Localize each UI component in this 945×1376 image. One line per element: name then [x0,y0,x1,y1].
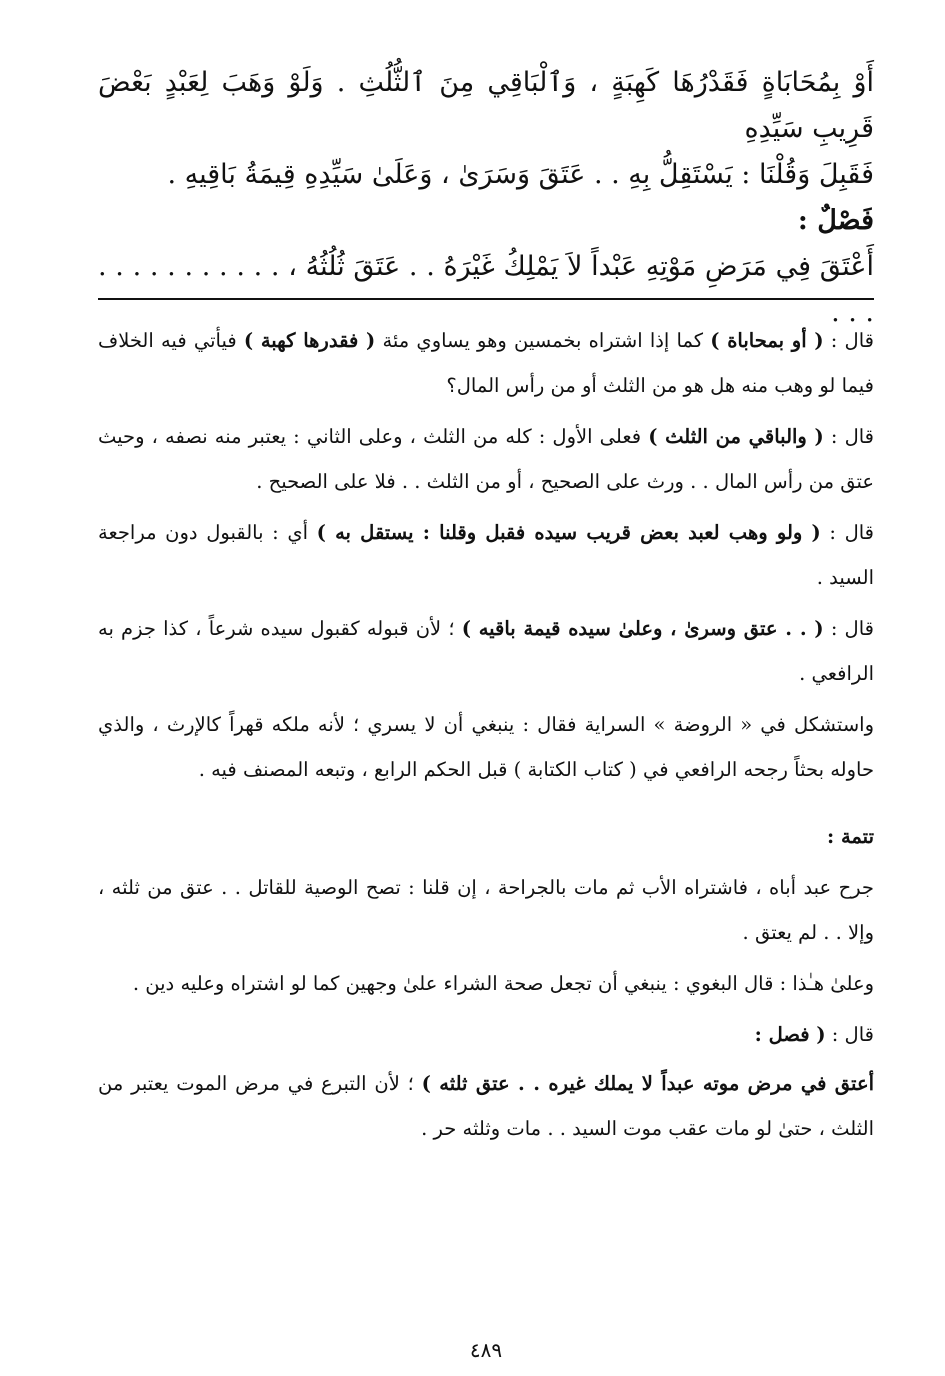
page-number: ٤٨٩ [469,1338,503,1362]
text: أي : بالقبول دون مراجعة السيد . [98,521,874,589]
section-heading: فَصْلٌ : [797,205,874,236]
quote: ( فصل : [754,1023,826,1046]
matn-line-2: فَقَبِلَ وَقُلْنَا : يَسْتَقِلُّ بِهِ . . عَتَقَ وَسَرَىٰ ، وَعَلَىٰ سَيِّدِهِ قِيمَةُ بَاقِيهِ . [167,159,874,190]
quote: ( فقدرها كهبة ) [243,329,376,352]
matn-line-1: أَوْ بِمُحَابَاةٍ فَقَدْرُهَا كَهِبَةٍ ، وَٱلْبَاقِي مِنَ ٱلثُّلُثِ . وَلَوْ وَهَبَ لِعَبْدٍ بَعْضَ قَرِيبِ سَيِّدِهِ [98,67,874,144]
commentary-paragraph: جرح عبد أباه ، فاشتراه الأب ثم مات بالجراحة ، إن قلنا : تصح الوصية للقاتل . . عتق من ثلثه ، وإلا . . لم يعتق . [98,876,874,944]
commentary [98,318,874,1157]
text: فيأتي فيه الخلاف فيما لو وهب منه هل هو من الثلث أو من رأس المال؟ [98,329,874,397]
quote: أعتق في مرض موته عبداً لا يملك غيره . . عتق ثلثه ) [421,1072,874,1095]
text: ؛ لأن قبوله كقبول سيده شرعاً ، كذا جزم به الرافعي . [98,617,874,685]
commentary-paragraph [98,606,874,696]
quote: ( أو بمحاباة ) [710,329,824,352]
commentary-paragraph [98,1012,874,1057]
matn-dots: . . . . . . . . . . . . . . [98,251,874,328]
text: قال : [825,1023,874,1046]
commentary-paragraph [98,510,874,600]
text: قال : [823,425,875,448]
commentary-paragraph [98,1061,874,1151]
matn-line-3-text: أَعْتَقَ فِي مَرَضِ مَوْتِهِ عَبْداً لاَ يَمْلِكُ غَيْرَهُ . . عَتَقَ ثُلُثُهُ ، [288,251,874,282]
book-page [98,60,874,1360]
commentary-paragraph [98,318,874,408]
commentary-paragraph: واستشكل في « الروضة » السراية فقال : ينبغي أن لا يسري ؛ لأنه ملكه قهراً كالإرث ، والذي حاوله بحثاً رجحه الرافعي في ( كتاب الكتابة ) قبل الحكم الرابع ، وتبعه المصنف فيه . [98,713,874,781]
quote: ( والباقي من الثلث ) [648,425,824,448]
matn-text [98,60,874,336]
tatimma-heading: تتمة : [826,825,874,848]
text: قال : [820,521,874,544]
text: فعلى الأول : كله من الثلث ، وعلى الثاني : يعتبر منه نصفه ، وحيث عتق من رأس المال . . ورث على الصحيح ، أو من الثلث . . فلا على الصحيح . [98,425,874,493]
quote: ( . . عتق وسرىٰ ، وعلىٰ سيده قيمة باقيه ) [461,617,824,640]
commentary-paragraph: وعلىٰ هـٰذا : قال البغوي : ينبغي أن تجعل صحة الشراء علىٰ وجهين كما لو اشتراه وعليه دين . [132,972,874,995]
text: قال : [823,617,874,640]
text: ؛ لأن التبرع في مرض الموت يعتبر من الثلث ، حتىٰ لو مات عقب موت السيد . . مات وثلثه حر . [98,1072,874,1140]
text: قال : [823,329,874,352]
quote: ( ولو وهب لعبد بعض قريب سيده فقبل وقلنا : يستقل به ) [316,521,821,544]
separator-rule [98,298,874,300]
text: كما إذا اشتراه بخمسين وهو يساوي مئة [375,329,711,352]
commentary-paragraph [98,414,874,504]
